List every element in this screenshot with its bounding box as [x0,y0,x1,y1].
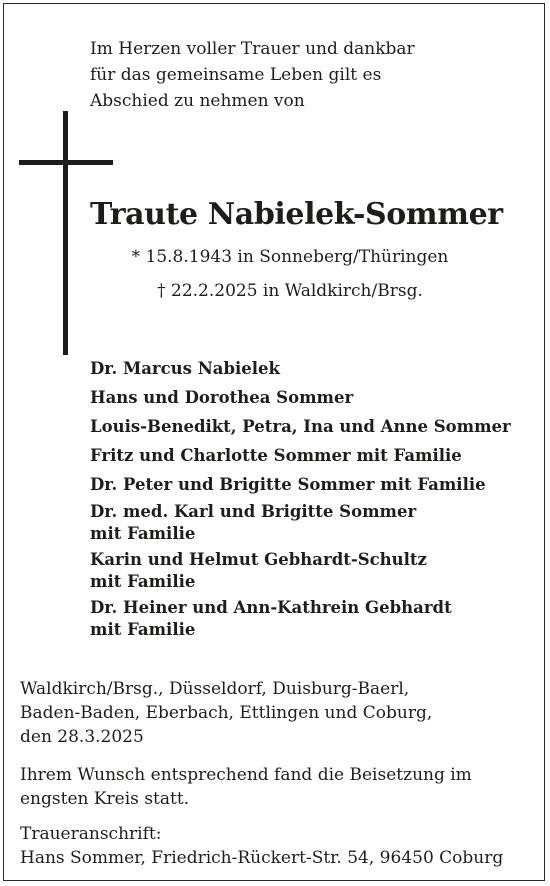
intro-line: Im Herzen voller Trauer und dankbar [90,39,415,59]
mourner-line: mit Familie [90,620,196,639]
places-and-date [20,677,432,749]
mourner-line: Dr. Heiner und Ann-Kathrein Gebhardt [90,598,452,617]
deceased-name: Traute Nabielek-Sommer [90,197,503,232]
mourner-line: Karin und Helmut Gebhardt-Schultz [90,550,427,569]
date-line: den 28.3.2025 [20,727,144,747]
burial-note [20,763,472,811]
mourner-line: Dr. Peter und Brigitte Sommer mit Familie [90,475,486,494]
mourner-entry [90,501,511,545]
burial-note-line: engsten Kreis statt. [20,789,190,809]
mourner-line: Dr. med. Karl und Brigitte Sommer [90,502,417,521]
mourners-list [90,356,511,645]
intro-text [90,36,415,114]
mourner-entry [90,414,511,439]
burial-note-line: Ihrem Wunsch entsprechend fand die Beisetzung im [20,765,472,785]
mourner-line: Fritz und Charlotte Sommer mit Familie [90,446,462,465]
mourner-entry [90,549,511,593]
mourner-line: mit Familie [90,572,196,591]
address-line: Hans Sommer, Friedrich-Rückert-Str. 54, 96450 Coburg [20,848,504,868]
places-line: Baden-Baden, Eberbach, Ettlingen und Coburg, [20,703,433,723]
mourner-entry [90,443,511,468]
intro-line: Abschied zu nehmen von [90,91,305,111]
mourner-entry [90,385,511,410]
mourning-address [20,822,503,870]
mourner-entry [90,597,511,641]
cross-icon-vertical [63,111,68,355]
mourner-line: mit Familie [90,524,196,543]
mourner-entry [90,356,511,381]
cross-icon-horizontal [19,160,113,165]
death-date: † 22.2.2025 in Waldkirch/Brsg. [157,281,423,301]
intro-line: für das gemeinsame Leben gilt es [90,65,382,85]
mourner-line: Hans und Dorothea Sommer [90,388,354,407]
mourner-line: Louis-Benedikt, Petra, Ina und Anne Sommer [90,417,511,436]
places-line: Waldkirch/Brsg., Düsseldorf, Duisburg-Baerl, [20,679,410,699]
address-label: Traueranschrift: [20,824,162,844]
mourner-line: Dr. Marcus Nabielek [90,359,280,378]
mourner-entry [90,472,511,497]
birth-date: * 15.8.1943 in Sonneberg/Thüringen [131,247,449,267]
